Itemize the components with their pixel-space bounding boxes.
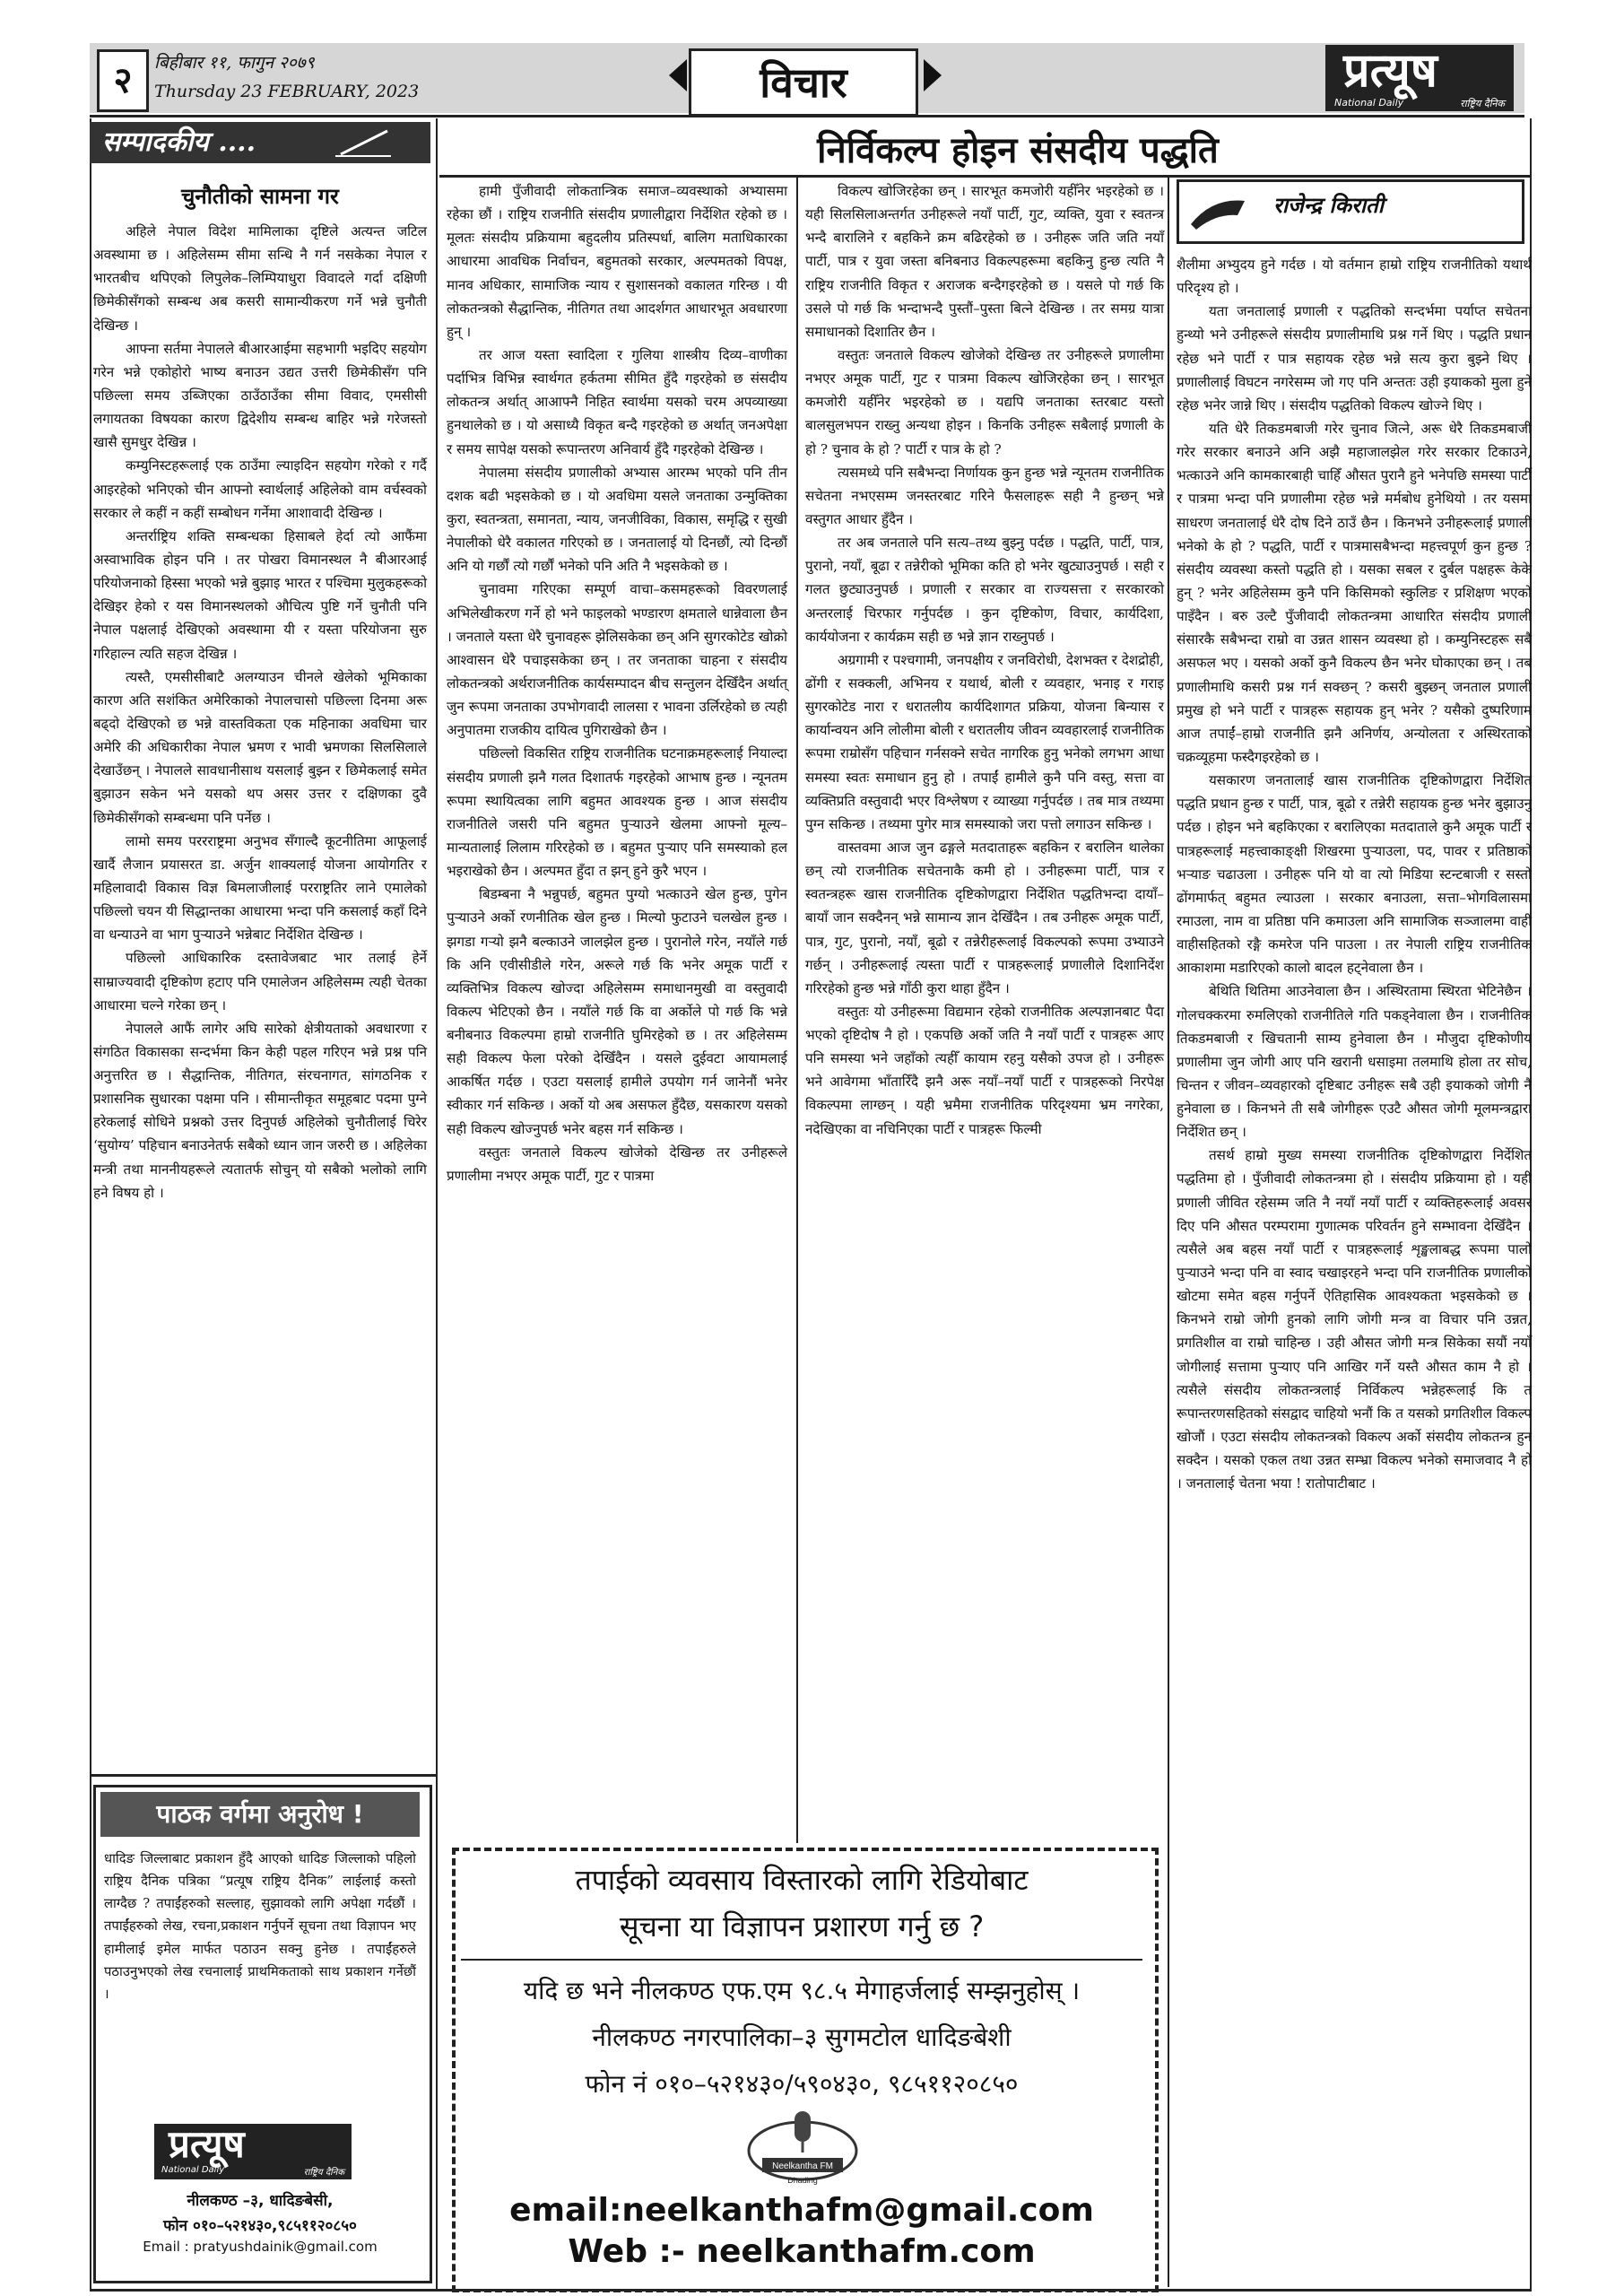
reader-logo-sub-right: राष्ट्रिय दैनिक bbox=[303, 2168, 344, 2178]
headline-rule bbox=[439, 175, 1530, 178]
masthead-sub-right: राष्ट्रिय दैनिक bbox=[1460, 98, 1505, 109]
left-border bbox=[90, 118, 91, 2289]
editorial-paragraph: अहिले नेपाल विदेश मामिलाका दृष्टिले अत्यन्त जटिल अवस्थामा छ । अहिलेसम्म सीमा सन्धि नै गर्न नसकेका नेपाल र भारतबीच थपिएको लिपुलेक–लिम्पियाधुरा विवादले गर्दा दक्षिणी छिमेकीसँगको सम्बन्ध अब कसरी सामान्यीकरण गर्ने भन्ने चुनौती देखिन्छ । bbox=[93, 223, 427, 334]
article-column-2 bbox=[805, 179, 1164, 1141]
editorial-paragraph: पछिल्लो आधिकारिक दस्तावेजबाट भार तलाई हेर्ने साम्राज्यवादी दृष्टिकोण हटाए पनि एमालेजन अहिलेसम्म त्यही चेतका आधारमा चल्ने गरेका छन् । bbox=[93, 950, 427, 1013]
column-divider-left bbox=[436, 118, 438, 2289]
dateline bbox=[154, 48, 432, 106]
editorial-paragraph: अन्तर्राष्ट्रिय शक्ति सम्बन्धका हिसाबले हेर्दा त्यो आफैंमा अस्वाभाविक होइन पनि । तर पोखरा विमानस्थल नै बीआरआई परियोजनाको हिस्सा भएको भन्ने बुझाइ भारत र पश्चिमा मुलुकहरूको देखिइर हेको र यस विमानस्थलको औचित्य पुष्टि गर्ने चुनौती पनि नेपाल पक्षलाई देखिएको अवस्थामा यी र यस्ता परियोजना सुरु गरिहाल्न त्यति सहज देखिन्न । bbox=[93, 527, 427, 662]
ad-logo-text: Neelkantha FM bbox=[772, 2161, 833, 2171]
masthead-name: प्रत्यूष bbox=[1343, 44, 1437, 98]
date-nepali: बिहीबार ११, फागुन २०७९ bbox=[154, 53, 315, 73]
editorial-paragraph: नेपालले आफैं लागेर अघि सारेको क्षेत्रीयताको अवधारणा र संगठित विकासका सन्दर्भमा किन केही पहल गरिएन भन्ने प्रश्न पनि अनुत्तरित छ । सैद्धान्तिक, नीतिगत, संरचनागत, सांगठनिक र प्रशासनिक सुधारका पक्षमा पनि । सीमान्तीकृत समूहबाट पदमा पुग्ने हरेकलाई सोधिने प्रश्नको उत्तर दिनुपर्छ अहिलेको चुनौतीलाई चिरेर ‘सुयोग्य’ पहिचान बनाउनेतर्फ सबैको ध्यान जान जरुरी छ । अहिलेका मन्त्री तथा माननीयहरूले त्यतातर्फ सोचुन् यो सबैको भलोको लागि हने विषय हो । bbox=[93, 1020, 427, 1201]
ad-line-1: तपाईको व्यवसाय विस्तारको लागि रेडियोबाट bbox=[575, 1863, 1029, 1897]
ad-line-4: नीलकण्ठ नगरपालिका–३ सुगमटोल धादिङबेशी bbox=[592, 2022, 1012, 2052]
page-number: २ bbox=[97, 49, 149, 112]
reader-logo-sub-left: National Daily bbox=[161, 2165, 225, 2175]
ad-line-3: यदि छ भने नीलकण्ठ एफ.एम ९८.५ मेगाहर्जलाई सम्झनुहोस् । bbox=[523, 1976, 1081, 2005]
ad-email[interactable]: email:neelkanthafm@gmail.com bbox=[509, 2192, 1094, 2229]
article-paragraph: चुनावमा गरिएका सम्पूर्ण वाचा–कसमहरूको विवरणलाई अभिलेखीकरण गर्ने हो भने फाइलको भण्डारण क्षमताले धान्नेवाला छैन । जनताले यस्ता धेरै चुनावहरू झेलिसकेका छन् अनि सुगरकोटेड खोक्रो आश्वासन धेरै पचाइसकेका छन् । तर जनताका चाहना र संसदीय लोकतन्त्रको अर्थराजनीतिक कार्यसम्पादन बीच सन्तुलन देखिँदैन अर्थात् जुन रूपमा जनताका उपभोगवादी लालसा र भावना उर्लिरहेको छ त्यही अनुपातमा राजकीय दायित्व पुगिराखेको छैन । bbox=[447, 581, 787, 739]
article-headline: निर्विकल्प होइन संसदीय पद्धति bbox=[817, 130, 1219, 171]
article-paragraph: तर आज यस्ता स्वादिला र गुलिया शास्त्रीय दिव्य–वाणीका पर्दाभित्र विभिन्न स्वार्थगत हर्कतमा सीमित हुँदै गइरहेको छ संसदीय लोकतन्त्र अर्थात् आआफ्नै निहित स्वार्थमा यसको चरम अपव्याख्या हुनथालेको छ । यो असाध्यै विकृत बन्दै गइरहेको छ अर्थात् जनअपेक्षा र समय सापेक्ष यसको रूपान्तरण अनिवार्य हुँदै गइरहेको देखिन्छ । bbox=[447, 346, 787, 457]
header-rule bbox=[90, 115, 1524, 117]
reader-logo-name: प्रत्यूष bbox=[169, 2122, 245, 2166]
reader-phone: फोन ०१०–५२१४३०,९८५११२०८५० bbox=[163, 2217, 357, 2235]
article-paragraph: वस्तुतः जनताले विकल्प खोजेको देखिन्छ तर उनीहरूले प्रणालीमा नभएर अमूक पार्टी, गुट र पात्रमा bbox=[447, 1144, 787, 1184]
ad-line-5: फोन नं ०१०–५२१४३०/५९०४३०, ९८५११२०८५० bbox=[585, 2069, 1019, 2099]
reader-request-contact bbox=[100, 2188, 420, 2239]
editorial-label: सम्पादकीय .... bbox=[90, 122, 430, 163]
pen-icon bbox=[332, 127, 395, 158]
article-paragraph: यसकारण जनतालाई खास राजनीतिक दृष्टिकोणद्वारा निर्देशित पद्धति प्रधान हुन्छ र पार्टी, पात्र, बूढो र तन्नेरी सहायक हुन्छ भनेर बुझाउनु पर्दछ । होइन भने बहकिएका र बरालिएका मतदाताले कुनै अमूक पार्टी र पात्रहरूलाई महत्त्वाकाङ्क्षी शिखरमा पुऱ्याउला, पद, पावर र प्रतिष्ठाको भऱ्याङ चढाउला । उनीहरू पनि यो वा त्यो मिडिया स्टन्टबाजी र सस्तो ढोंगमार्फत् बहुमत ल्याउला । सरकार बनाउला, सत्ता–भोगविलासमा रमाउला, नाम वा प्रतिष्ठा पनि कमाउला अनि सामाजिक सञ्जालमा वाही वाहीसहितको रङ्गै कमरेज पनि पाउला । तर नेपाली राष्ट्रिय राजनीतिक आकाशमा मडारिएको कालो बादल हट्नेवाला छैन । bbox=[1177, 772, 1532, 977]
section-title: विचार bbox=[689, 48, 918, 117]
ad-headline bbox=[461, 1857, 1142, 1950]
article-paragraph: यति धेरै तिकडमबाजी गरेर चुनाव जित्ने, अरू धेरै तिकडमबाजी गरेर सरकार बनाउने अनि अझै महाजालझेल गरेर सरकार टिकाउने, भत्काउने अनि कामकारबाही चाहिँ औसत पुरानै हुने भनेपछि समस्या पार्टी र पात्रमा भन्दा पनि प्रणालीमा रहेछ भन्ने मर्मबोध हुनेथियो । तर यसमा साधरण जनतालाई धेरै दोष दिने ठाउँ छैन । किनभने उनीहरूलाई प्रणाली भनेको के हो ? पद्धति, पार्टी र पात्रमासबैभन्दा महत्त्वपूर्ण कुन हुन्छ ? संसदीय व्यवस्था कस्तो पद्धति हो । यसका सबल र दुर्बल पक्षहरू केके हुन् ? भनेर अहिलेसम्म कुनै पनि किसिमको स्कुलिङ र प्रशिक्षण भएको पाइँदैन । बरु उल्टै पुँजीवादी लोकतन्त्रमा आधारित संसदीय प्रणाली संसारकै सबैभन्दा राम्रो वा उन्नत शासन व्यवस्था हो । कम्युनिस्टहरू सबै असफल भए । यसको अर्को कुनै विकल्प छैन भनेर घोकाएका छन् । तब प्रणालीमाथि कसरी प्रश्न गर्न सक्छन् ? कसरी बुझ्छन् जनताल प्रणाली प्रमुख हो भने पार्टी र पात्रहरू सहायक हुन् भनेर ? यसैको दुष्परिणाम आज तपाईं–हाम्रो राजनीति झनै अनिर्णय, अन्योलता र अस्थिरताको चक्रव्यूहमा फस्दैगइरहेको छ । bbox=[1177, 420, 1532, 765]
author-name: राजेन्द्र किराती bbox=[1273, 192, 1384, 218]
reader-address: नीलकण्ठ –३, धादिङबेसी, bbox=[187, 2192, 334, 2210]
article-paragraph: वास्तवमा आज जुन ढङ्गले मतदाताहरू बहकिन र बरालिन थालेका छन् त्यो राजनीतिक सचेतनाकै कमी हो । उनीहरूमा पार्टी, पात्र र स्वतन्त्रहरू खास राजनीतिक दृष्टिकोणद्वारा निर्देशित पद्धतिभन्दा दायाँ–बायाँ जान सक्दैनन् भन्ने सामान्य ज्ञान देखिँदैन । तब उनीहरू अमूक पार्टी, पात्र, गुट, पुरानो, नयाँ, बूढो र तन्नेरीहरूलाई विकल्पको रूपमा उभ्याउने गर्छन् । उनीहरूलाई त्यस्ता पार्टी र पात्रहरूलाई प्रणालीले दिशानिर्देश गरिरहेको हुन्छ भन्ने गाँठी कुरा थाहा हुँदैन । bbox=[805, 839, 1164, 996]
column-divider-1 bbox=[796, 175, 798, 1843]
editorial-paragraph: आफ्ना सर्तमा नेपालले बीआरआईमा सहभागी भइदिए सहयोग गरेन भन्ने एकोहोरो भाष्य बनाउन उद्यत उत्तरी छिमेकीसँग पनि पछिल्ला समय उब्जिएका ठाउँठाउँका सीमा विवाद, एमसीसी लगायतका विषयका कारण द्विदेशीय सम्बन्ध बाहिर भन्ने गरेजस्तो खासै सुमधुर देखिन्न । bbox=[93, 340, 427, 451]
article-paragraph: वस्तुतः यो उनीहरूमा विद्यमान रहेको राजनीतिक अल्पज्ञानबाट पैदा भएको दृष्टिदोष नै हो । एकपछि अर्को जति नै नयाँ पार्टी र पात्रहरू आए पनि समस्या भने जहाँको त्यहीँ कायाम रहनु यसैको उपज हो । उनीहरू भने आवेगमा भाँतारिँदै झनै अरू नयाँ–नयाँ पार्टी र पात्रहरूको निरपेक्ष विकल्पमा लाग्छन् । यही भ्रमैमा राजनीतिक परिदृश्यमा भ्रम नगरेका, नदेखिएका वा नचिनिएका पार्टी र पात्रहरू फिल्मी bbox=[805, 1003, 1164, 1137]
reader-request-text: धादिङ जिल्लाबाट प्रकाशन हुँदै आएको धादिङ जिल्लाको पहिलो राष्ट्रिय दैनिक पत्रिका “प्रत्यूष राष्ट्रिय दैनिक” लाईलाई कस्तो लाग्दैछ ? तपाईंहरुको सल्लाह, सुझावको लागि अपेक्षा गर्दछौं । तपाईंहरुको लेख, रचना,प्रकाशन गर्नुपर्ने सूचना तथा विज्ञापन भए हामीलाई इमेल मार्फत पठाउन सक्नु हुनेछ । तपाईंहरुले पठाउनुभएको लेख रचनालाई प्राथमिकताको साथ प्रकाशन गर्नेछौं । bbox=[104, 1851, 416, 2002]
article-paragraph: अग्रगामी र पश्चगामी, जनपक्षीय र जनविरोधी, देशभक्त र देशद्रोही, ढोंगी र सक्कली, अभिनय र यथार्थ, बोली र व्यवहार, भनाइ र गराइ सुगरकोटेड नारा र धरातलीय कार्यदिशागत प्रक्रिया, योजना बिन्यास र कार्यान्वयन अनि लोलीमा बोली र धरातलीय जीवन व्यवहारलाई राजनीतिक रूपमा राम्रोसँग पहिचान गर्नसक्ने सचेत नागरिक हुनु भनेको लगभग आधा समस्या स्वतः समाधान हुनु हो । तपाईं हामीले कुनै पनि वस्तु, सत्ता वा व्यक्तिप्रति वस्तुवादी भएर विश्लेषण र व्याख्या गर्नुपर्दछ । तब मात्र तथ्यमा पुग्न सकिन्छ । तथ्यमा पुगेर मात्र समस्याको जरा पत्तो लगाउन सकिन्छ । bbox=[805, 651, 1164, 832]
prev-arrow-icon[interactable] bbox=[669, 59, 687, 91]
editorial-bottom-rule bbox=[90, 1774, 436, 1777]
article-paragraph: बेथिति थितिमा आउनेवाला छैन । अस्थिरतामा स्थिरता भेटिनेछैन । गोलचक्करमा रुमलिएको राजनीतिले गति पकड्नेवाला छैन । राजनीतिक तिकडमबाजी र खिचतानी साम्य हुनेवाला छैन । मौजुदा दृष्टिकोणीय प्रणालीमा जुन जोगी आए पनि खरानी धसाइमा तलमाथि होला तर सोच, चिन्तन र जीवन–व्यवहारको दृष्टिबाट उनीहरू सबै उही इयाकको जोगी नै हुनेवाला छ । किनभने ती सबै जोगीहरू एउटै औसत जोगी मूलमन्त्रद्वारा निर्देशित छन् । bbox=[1177, 983, 1532, 1141]
author-pen-icon bbox=[1185, 188, 1250, 235]
article-paragraph: यता जनतालाई प्रणाली र पद्धतिको सन्दर्भमा पर्याप्त सचेतना हुन्थ्यो भने उनीहरूले संसदीय प्रणालीमाथि प्रश्न गर्ने थिए । पद्धति प्रधान रहेछ भने पार्टी र पात्र सहायक रहेछ भन्ने सत्य कुरा बुझ्ने थिए । प्रणालीलाई विघटन नगरेसम्म जो गए पनि अन्ततः उही इयाकको मुला हुने रहेछ भनेर जान्ने थिए । संसदीय पद्धतिको विकल्प खोज्ने थिए । bbox=[1177, 303, 1532, 413]
date-english: Thursday 23 FEBRUARY, 2023 bbox=[154, 82, 420, 101]
article-column-3 bbox=[1177, 253, 1532, 1495]
article-paragraph: त्यसमध्ये पनि सबैभन्दा निर्णायक कुन हुन्छ भन्ने न्यूनतम राजनीतिक सचेतना नभएसम्म जनस्तरबाट गरिने फैसलाहरू सही नै हुन्छन् भन्ने वस्तुगत आधार हुँदैन । bbox=[805, 464, 1164, 527]
article-paragraph: हामी पुँजीवादी लोकतान्त्रिक समाज–व्यवस्थाको अभ्यासमा रहेका छौं । राष्ट्रिय राजनीति संसदीय प्रणालीद्वारा निर्देशित रहेको छ । मूलतः संसदीय प्रक्रियामा बहुदलीय प्रतिस्पर्धा, बालिग मताधिकारका आधारमा आवधिक निर्वाचन, बहुमतको सरकार, अल्पमतको विपक्ष, मानव अधिकार, सामाजिक न्याय र सुशासनको वकालत गरिन्छ । यी लोकतन्त्रको सैद्धान्तिक, नीतिगत तथा आदर्शगत आधारभूत अवधारणा हुन् । bbox=[447, 183, 787, 340]
masthead-sub-left: National Daily bbox=[1334, 97, 1404, 109]
article-paragraph: तर अब जनताले पनि सत्य–तथ्य बुझ्नु पर्दछ । पद्धति, पार्टी, पात्र, पुरानो, नयाँ, बूढा र तन्नेरीको भूमिका कति हो भनेर खुट्याउनुपर्छ । सही र गलत छुट्याउनुपर्छ । प्रणाली र सरकार वा राज्यसत्ता र सरकारको अन्तरलाई चिरफार गर्नुपर्दछ । कुन दृष्टिकोण, विचार, कार्यदिशा, कार्ययोजना र कार्यक्रम सही छ भन्ने ज्ञान राख्नुपर्छ । bbox=[805, 535, 1164, 645]
neelkantha-fm-logo bbox=[735, 2106, 870, 2187]
ad-divider bbox=[461, 1959, 1142, 1961]
article-paragraph: नेपालमा संसदीय प्रणालीको अभ्यास आरम्भ भएको पनि तीन दशक बढी भइसकेको छ । यो अवधिमा यसले जनताका उन्मुक्तिका कुरा, स्वतन्त्रता, समानता, न्याय, जनजीविका, विकास, समृद्धि र सुखी नेपालीको धेरै वकालत गरिएको छ । जनतालाई यो दिनछौं, त्यो दिन्छौं अनि यो गर्छौं त्यो गर्छौं भनेको पनि अति नै भइसकेको छ । bbox=[447, 464, 787, 575]
article-paragraph: तसर्थ हाम्रो मुख्य समस्या राजनीतिक दृष्टिकोणद्वारा निर्देशित पद्धतिमा हो । पुँजीवादी लोकतन्त्रमा हो । संसदीय प्रक्रियामा हो । यही प्रणाली जीवित रहेसम्म जति नै नयाँ नयाँ पार्टी र व्यक्तिहरूलाई अवसर दिए पनि औसत परम्परामा गुणात्मक परिवर्तन हुने सम्भावना देखिँदैन । त्यसैले अब बहस नयाँ पार्टी र पात्रहरूलाई शृङ्खलाबद्ध रूपमा पालो पुऱ्याउने भन्दा पनि वा स्वाद चखाइरहने भन्दा पनि राजनीतिक प्रणालीको खोटमा समेत बहस गर्नुपर्ने ऐतिहासिक आवश्यकता भइसकेको छ । किनभने राम्रो जोगी हुनको लागि जोगी मन्त्र वा विचार पनि उन्नत, प्रगतिशील वा राम्रो चाहिन्छ । उही औसत जोगी मन्त्र सिकेका सयौं नयाँ जोगीलाई सत्तामा पुऱ्याए पनि आखिर गर्ने यस्तै औसत काम नै हो । त्यसैले संसदीय लोकतन्त्रलाई निर्विकल्प भन्नेहरूलाई कि त रूपान्तरणसहितको संसद्वाद चाहियो भनौं कि त यसको प्रगतिशील विकल्प खोजौं । एउटा संसदीय लोकतन्त्रको विकल्प अर्को संसदीय लोकतन्त्र हुन सक्दैन । यसको एकल तथा उन्नत सम्भ्रा विकल्प भनेको समाजवाद नै हो । जनतालाई चेतना भया ! रातोपाटीबाट । bbox=[1177, 1147, 1532, 1492]
reader-request-heading: पाठक वर्गमा अनुरोध ! bbox=[100, 1792, 420, 1837]
article-paragraph: बिडम्बना नै भन्नुपर्छ, बहुमत पुग्यो भत्काउने खेल हुन्छ, पुगेन पुऱ्याउने अर्को रणनीतिक खेल हुन्छ । मिल्यो फुटाउने चलखेल हुन्छ । झगडा गऱ्यो झनै बल्काउने जालझेल हुन्छ । पुरानोले गरेन, नयाँले गर्छ कि अनि एवीसीडीले गरेन, अरूले गर्छ कि भनेर अमूक पार्टी र व्यक्तिभित्र विकल्प खोज्दा अहिलेसम्म समाधानमुखी वा वस्तुवादी विकल्प भेटिएको छैन । नयाँले गर्छ कि वा अर्कोले पो गर्छ कि भन्ने बनीबनाउ विकल्पमा हाम्रो राजनीति घुमिरहेको छ । तर अहिलेसम्म सही विकल्प फेला परेको देखिँदैन । यसले दुईवटा आयामलाई आकर्षित गर्दछ । एउटा यसलाई हामीले उपयोग गर्न जानेनौं भनेर स्वीकार गर्न सकिन्छ । अर्को यो अब असफल हुँदैछ, यसकारण यसको सही विकल्प खोज्नुपर्छ भनेर बहस गर्न सकिन्छ । bbox=[447, 886, 787, 1137]
ad-logo-sub: Dhading bbox=[787, 2176, 818, 2185]
article-column-1 bbox=[447, 179, 787, 1187]
article-paragraph: शैलीमा अभ्युदय हुने गर्दछ । यो वर्तमान हाम्रो राष्ट्रिय राजनीतिको यथार्थ परिदृश्य हो । bbox=[1177, 257, 1532, 297]
editorial-column bbox=[93, 176, 427, 1205]
article-paragraph: विकल्प खोजिरहेका छन् । सारभूत कमजोरी यहीँनेर भइरहेको छ । यही सिलसिलाअन्तर्गत उनीहरूले नयाँ पार्टी, गुट, व्यक्ति, युवा र स्वतन्त्र भन्दै बारालिने र बहकिने क्रम बढिरहेको छ । उनीहरू जति जति नयाँ पार्टी, पात्र र युवा जस्ता बनिबनाउ विकल्पहरूमा बहकिनु हुन्छ त्यति नै राष्ट्रिय राजनीति विकृत र अराजक बन्दैगइरहेको छ । यसले पो गर्छ कि उसले पो गर्छ कि भन्दाभन्दै पुस्तौं–पुस्ता बित्ने देखिन्छ । तर समग्र यात्रा समाधानको दिशातिर छैन । bbox=[805, 183, 1164, 340]
editorial-title: चुनौतीको सामना गर bbox=[181, 183, 339, 209]
editorial-paragraph: लामो समय पररराष्ट्रमा अनुभव सँगाल्दै कूटनीतिमा आफूलाई खार्दै लैजान प्रयासरत डा. अर्जुन शाक्यलाई योजना आयोगतिर र महिलावादी विकास विज्ञ बिमलाजीलाई परराष्ट्रतिर लाने एमालेको पछिल्लो चयन यी सिद्धान्तका आधारमा भन्दा पनि कसलाई कहाँ दिने वा धन्याउने वा भाग पुऱ्याउने भन्नेबाट निर्देशित देखिन्छ । bbox=[93, 832, 427, 944]
reader-request-logo bbox=[154, 2124, 352, 2179]
article-paragraph: पछिल्लो विकसित राष्ट्रिय राजनीतिक घटनाक्रमहरूलाई नियाल्दा संसदीय प्रणाली झनै गलत दिशातर्फ गइरहेको आभाष हुन्छ । न्यूनतम रूपमा स्थायित्वका लागि बहुमत आवश्यक हुन्छ । आज संसदीय राजनीतिले जसरी पनि बहुमत पुऱ्याउने खेलमा आफ्नो मूल्य–मान्यतालाई लिलाम गरिरहेको छ । बहुमत पुऱ्याए पनि समस्याको हल भइराखेको छैन । अल्पमत हुँदा त झन् हुने कुरै भएन । bbox=[447, 745, 787, 880]
ad-details bbox=[461, 1968, 1142, 2108]
masthead-logo bbox=[1325, 45, 1514, 111]
reader-email[interactable]: Email : pratyushdainik@gmail.com bbox=[143, 2239, 378, 2255]
column-divider-2 bbox=[1168, 175, 1169, 2287]
editorial-paragraph: त्यस्तै, एमसीसीबाटै अलग्याउन चीनले खेलेको भूमिकाका कारण अति सशंकित अमेरिकाको नेपालचासो पछिल्ला दिनमा अरू बढ्दो देखिएको छ भन्ने वास्तविकता एक महिनाका अवधिमा चार अमेरि की अधिकारीका नेपाल भ्रमण र भावी भ्रमणका सिलसिलाले देखाउँछन् । नेपालले सावधानीसाथ यसलाई बुझ्न र छिमेकलाई समेत बुझाउन सकेन भने यसको थप असर उत्तर र दक्षिणका दुवै छिमेकीसँगको सम्बन्धमा पनि पर्नेछ । bbox=[93, 668, 427, 826]
article-paragraph: वस्तुतः जनताले विकल्प खोजेको देखिन्छ तर उनीहरूले प्रणालीमा नभएर अमूक पार्टी, गुट र पात्रमा विकल्प खोजिरहेका छन् । सारभूत कमजोरी यहीँनेर भइरहेको छ । यद्यपि जनताका स्तरबाट यस्तो बालसुलभपन राख्नु अन्यथा होइन । किनकि उनीहरू सबैलाई प्रणाली के हो ? चुनाव के हो ? पार्टी र पात्र के हो ? bbox=[805, 346, 1164, 457]
ad-contact bbox=[461, 2190, 1142, 2273]
ad-line-2: सूचना या विज्ञापन प्रशारण गर्नु छ ? bbox=[619, 1909, 985, 1944]
ad-web[interactable]: Web :- neelkanthafm.com bbox=[568, 2233, 1036, 2270]
editorial-paragraph: कम्युनिस्टहरूलाई एक ठाउँमा ल्याइदिन सहयोग गरेको र गर्दै आइरहेको भनिएको चीन आफ्नो स्वार्थलाई अहिलेको वाम वर्चस्वको सरकार ले कहीं न कहीं सम्बोधन गर्नेमा आशावादी देखिन्छ । bbox=[93, 457, 427, 521]
next-arrow-icon[interactable] bbox=[924, 59, 942, 91]
